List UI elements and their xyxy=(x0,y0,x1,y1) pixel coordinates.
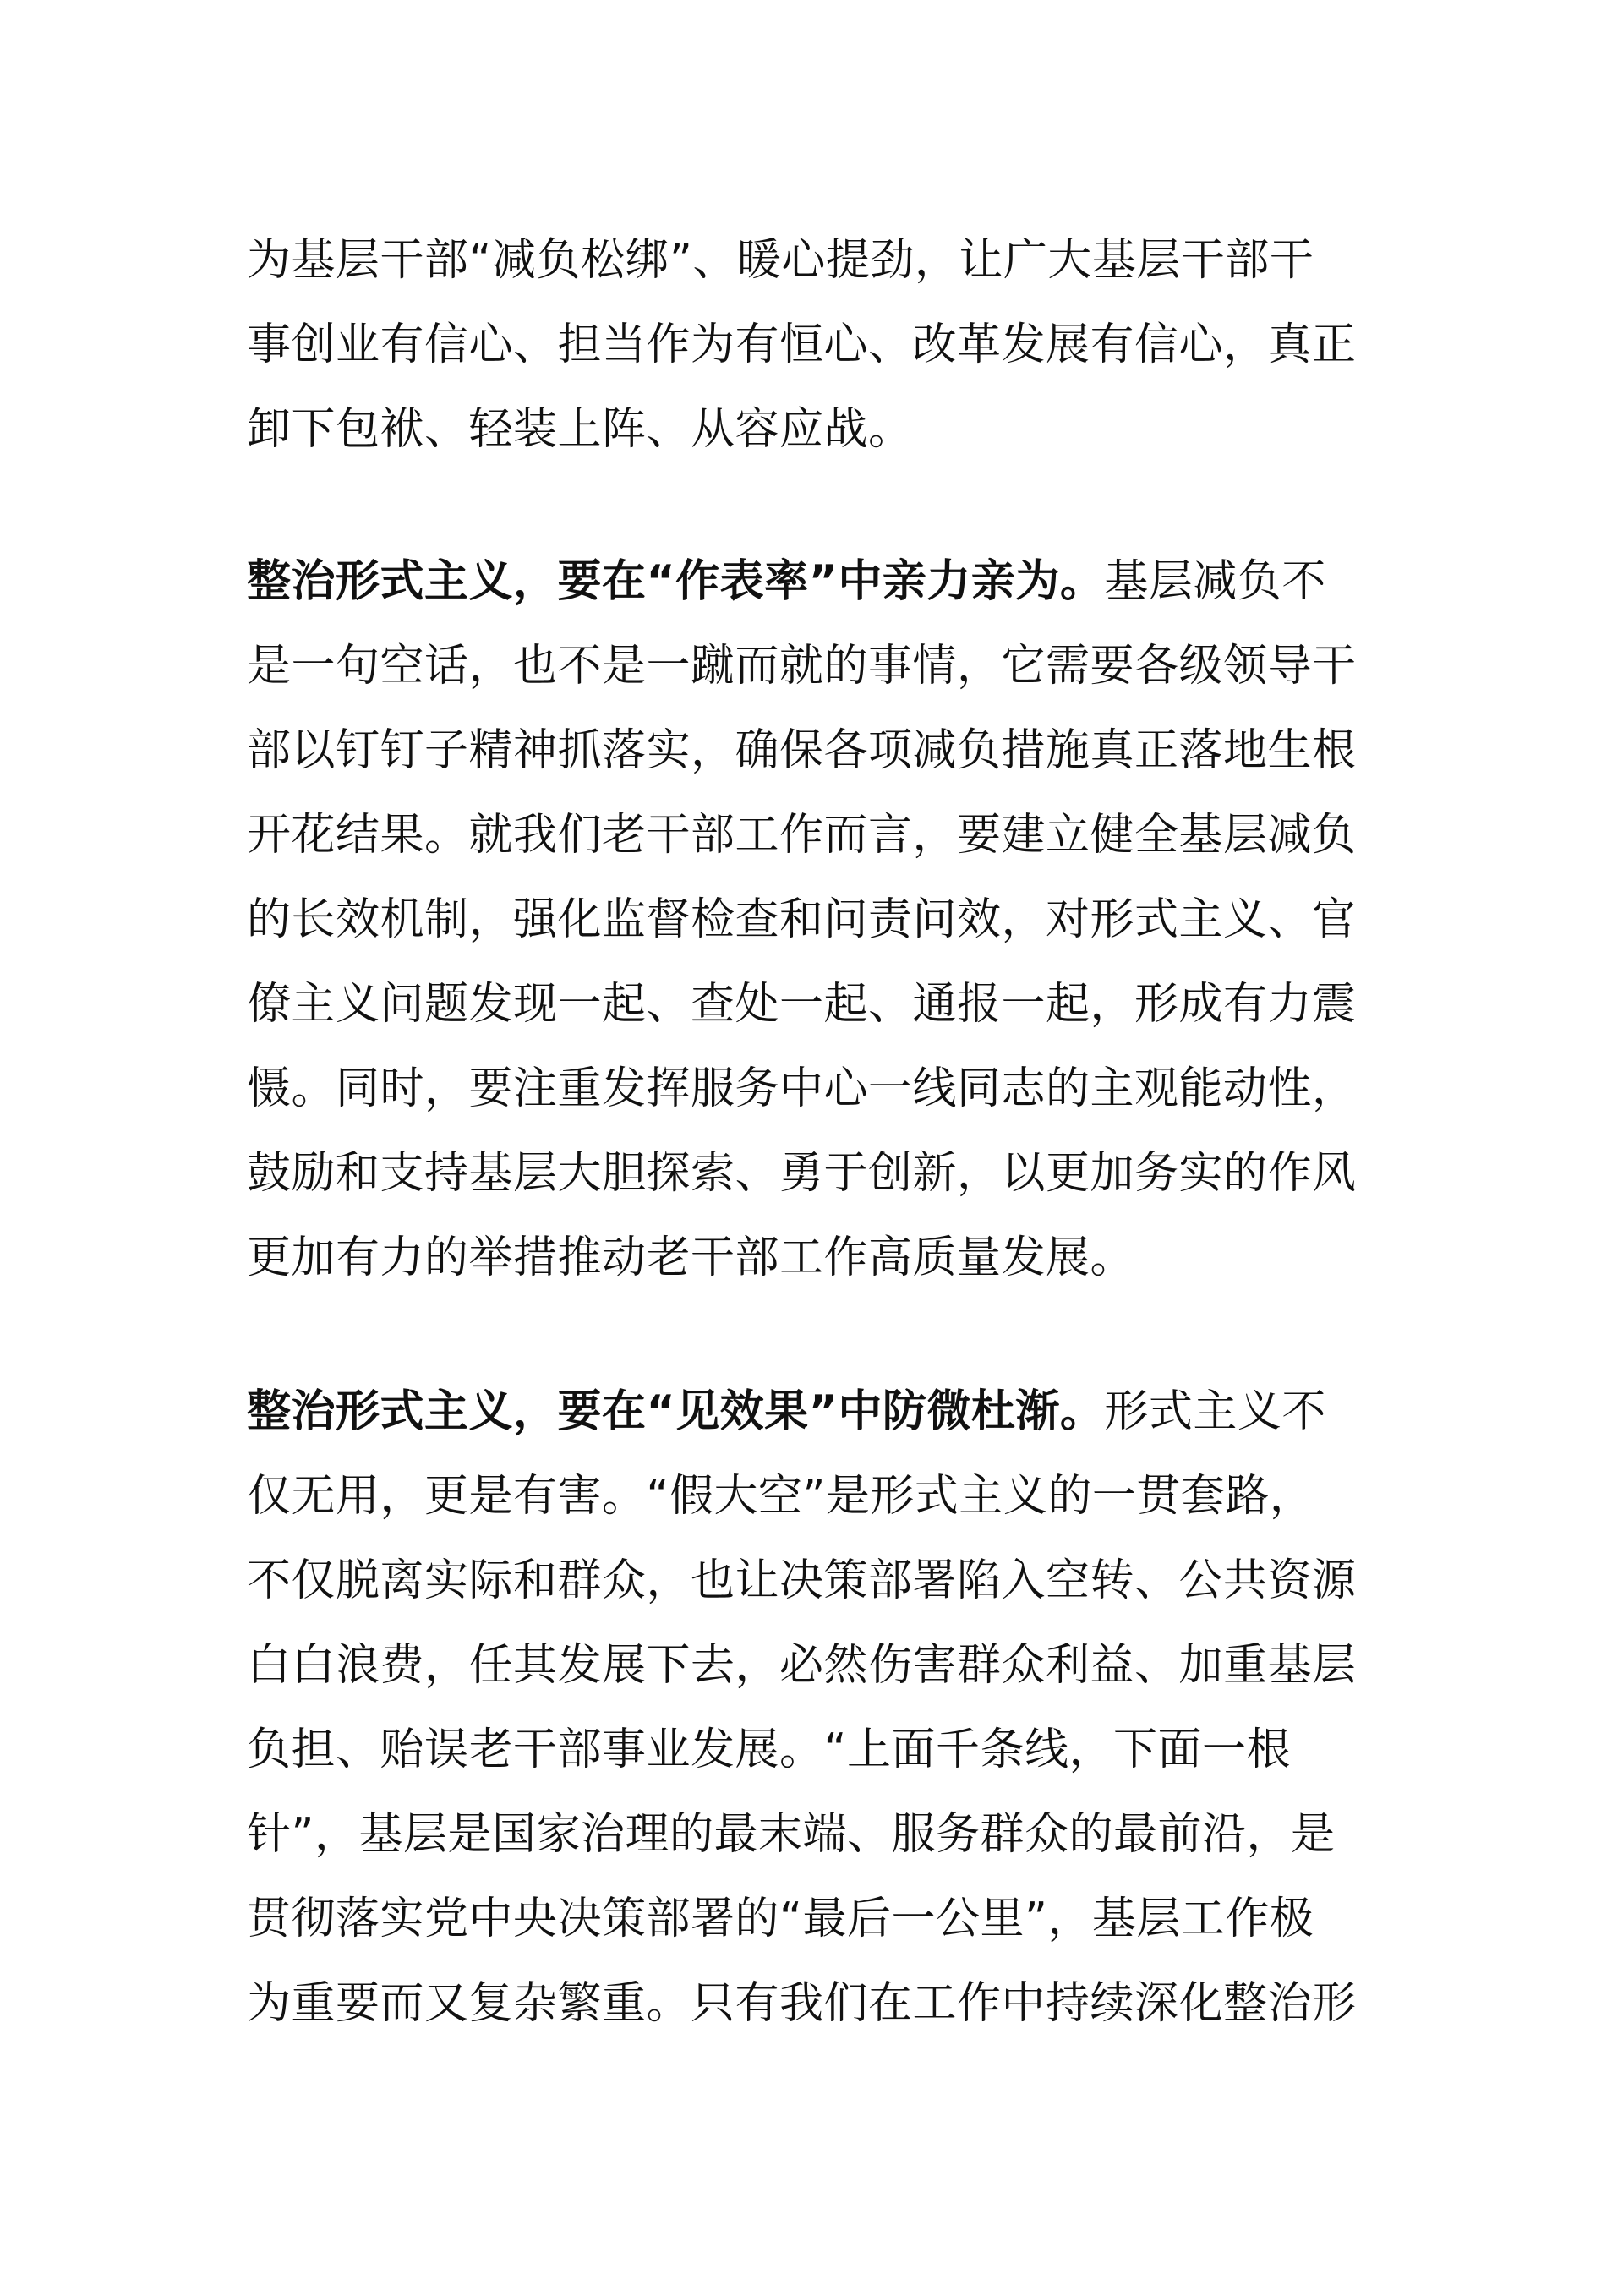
text-line: 为基层干部“减负松绑”、暖心提劲，让广大基层干部干 xyxy=(247,235,1314,286)
text-line: 的长效机制，强化监督检查和问责问效，对形式主义、官 xyxy=(247,894,1357,945)
text-line: 僚主义问题发现一起、查处一起、通报一起，形成有力震 xyxy=(247,979,1357,1030)
text-line: 开花结果。就我们老干部工作而言，要建立健全基层减负 xyxy=(247,810,1357,861)
text-line: 贯彻落实党中央决策部署的“最后一公里”，基层工作极 xyxy=(247,1894,1314,1944)
paragraph-text: 基层减负不 xyxy=(1104,556,1326,607)
text-line: 更加有力的举措推动老干部工作高质量发展。 xyxy=(247,1233,1135,1283)
text-line: 事创业有信心、担当作为有恒心、改革发展有信心，真正 xyxy=(247,320,1357,370)
text-line: 慑。同时，要注重发挥服务中心一线同志的主观能动性， xyxy=(247,1063,1357,1114)
text-line: 卸下包袱、轻装上阵、从容应战。 xyxy=(247,404,913,455)
text-line: 仅无用，更是有害。“假大空”是形式主义的一贯套路， xyxy=(247,1471,1314,1522)
text-line: 是一句空话，也不是一蹴而就的事情，它需要各级领导干 xyxy=(247,641,1357,692)
text-line: 部以钉钉子精神抓落实，确保各项减负措施真正落地生根 xyxy=(247,725,1357,776)
text-line: 鼓励和支持基层大胆探索、勇于创新，以更加务实的作风 xyxy=(247,1148,1357,1199)
text-line xyxy=(247,539,1396,624)
text-line: 不仅脱离实际和群众，也让决策部署陷入空转、公共资源 xyxy=(247,1555,1357,1606)
paragraph-heading: 整治形式主义，要在“作表率”中亲力亲为。 xyxy=(247,556,1105,607)
text-line: 为重要而又复杂繁重。只有我们在工作中持续深化整治形 xyxy=(247,1978,1357,2029)
text-line: 针”，基层是国家治理的最末端、服务群众的最前沿，是 xyxy=(247,1809,1336,1860)
text-line: 负担、贻误老干部事业发展。“上面千条线，下面一根 xyxy=(247,1725,1291,1775)
text-line xyxy=(247,1369,1396,1454)
paragraph-heading: 整治形式主义，要在“见效果”中防微杜渐。 xyxy=(247,1386,1105,1437)
paragraph-text: 形式主义不 xyxy=(1104,1386,1326,1437)
text-line: 白白浪费，任其发展下去，必然伤害群众利益、加重基层 xyxy=(247,1640,1357,1691)
